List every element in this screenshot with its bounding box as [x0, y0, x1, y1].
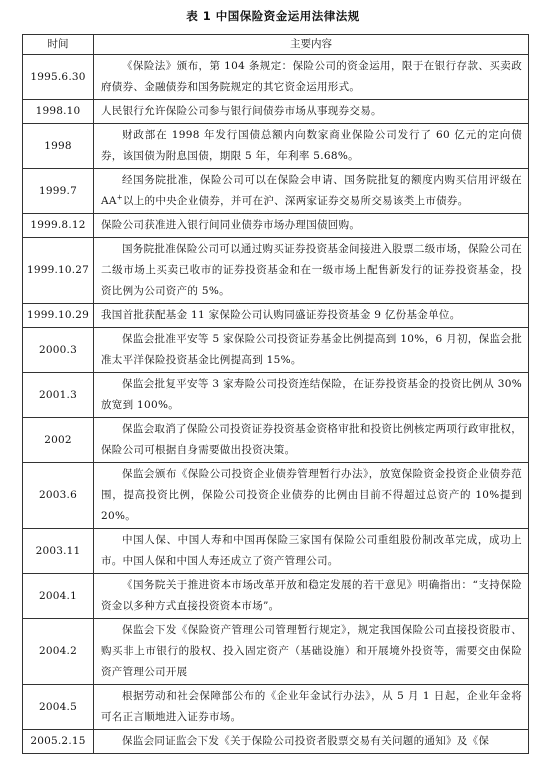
- table-row: [23, 529, 529, 574]
- row-time: 2005.2.15: [23, 730, 94, 754]
- table-row: [23, 238, 529, 304]
- row-text: 保险公司获准进入银行间同业债券市场办理国债回购。: [101, 219, 361, 231]
- table-row: [23, 55, 529, 100]
- row-time: 1995.6.30: [23, 55, 94, 100]
- row-text: 我国首批获配基金 11 家保险公司认购同盛证券投资基金 9 亿份基金单位。: [101, 309, 461, 321]
- row-content: [94, 418, 529, 463]
- header-time: 时间: [23, 35, 94, 55]
- row-content: [94, 574, 529, 619]
- table-row: [23, 328, 529, 373]
- row-time: 2001.3: [23, 373, 94, 418]
- row-text: 人民银行允许保险公司参与银行间债券市场从事现券交易。: [101, 105, 382, 117]
- row-content: [94, 730, 529, 754]
- table-row: [23, 574, 529, 619]
- table-row: [23, 730, 529, 754]
- header-content: 主要内容: [94, 35, 529, 55]
- row-text: 国务院批准保险公司可以通过购买证券投资基金间接进入股票二级市场，保险公司在二级市场上买卖已收市的证券投资基金和在一级市场上配售新发行的证券投资基金，投资比例为公司资产的 5%。: [101, 243, 522, 297]
- table-row: [23, 169, 529, 214]
- row-content: [94, 619, 529, 685]
- row-time: 2003.11: [23, 529, 94, 574]
- row-text: 《保险法》颁布，第 104 条规定：保险公司的资金运用，限于在银行存款、买卖政府债券、金融债券和国务院规定的其它资金运用形式。: [101, 60, 522, 93]
- row-time: 2000.3: [23, 328, 94, 373]
- row-time: 1999.10.27: [23, 238, 94, 304]
- table-row: [23, 100, 529, 124]
- row-time: 1999.7: [23, 169, 94, 214]
- row-time: 2002: [23, 418, 94, 463]
- row-text: 根据劳动和社会保障部公布的《企业年金试行办法》，从 5 月 1 日起，企业年金将可名正言顺地进入证券市场。: [101, 690, 522, 723]
- table-row: [23, 463, 529, 529]
- table-row: [23, 304, 529, 328]
- table-row: [23, 619, 529, 685]
- regulations-table: [22, 34, 529, 754]
- superscript-plus: +: [116, 193, 123, 202]
- row-time: 1998.10: [23, 100, 94, 124]
- row-text: 保监会批准平安等 5 家保险公司投资证券基金比例提高到 10%，6 月初，保监会批准太平洋保险投资基金比例提高到 15%。: [101, 333, 522, 366]
- row-text-part: 经国务院批准，保险公司可以在保险会申请、国务院批复的额度内购买信用评级在 AA: [101, 174, 522, 207]
- row-time: 1999.10.29: [23, 304, 94, 328]
- row-text: 中国人保、中国人寿和中国再保险三家国有保险公司重组股份制改革完成，成功上市。中国人保和中国人寿还成立了资产管理公司。: [101, 534, 522, 567]
- row-time: 2004.2: [23, 619, 94, 685]
- row-content: [94, 55, 529, 100]
- row-time: 2003.6: [23, 463, 94, 529]
- table-row: [23, 214, 529, 238]
- row-text: 保监会颁布《保险公司投资企业债券管理暂行办法》，放宽保险资金投资企业债券范围，提高投资比例，保险公司投资企业债券的比例由目前不得超过总资产的 10%提到 20%。: [101, 468, 522, 522]
- row-text: [101, 170, 522, 212]
- row-content: [94, 463, 529, 529]
- row-content: [94, 238, 529, 304]
- row-time: 1999.8.12: [23, 214, 94, 238]
- table-row: [23, 685, 529, 730]
- row-content: [94, 685, 529, 730]
- table-caption: 表 1 中国保险资金运用法律法规: [186, 9, 360, 23]
- row-text: 财政部在 1998 年发行国债总额内向数家商业保险公司发行了 60 亿元的定向债券，该国债为附息国债，期限 5 年，年利率 5.68%。: [101, 129, 522, 162]
- row-content: [94, 304, 529, 328]
- row-text: 保监会同证监会下发《关于保险公司投资者股票交易有关问题的通知》及《保: [122, 735, 490, 747]
- row-text: 《国务院关于推进资本市场改革开放和稳定发展的若干意见》明确指出：“支持保险资金以多种方式直接投资资本市场”。: [101, 579, 522, 612]
- row-time: 1998: [23, 124, 94, 169]
- row-time: 2004.1: [23, 574, 94, 619]
- row-content: [94, 328, 529, 373]
- table-row: [23, 418, 529, 463]
- row-text: 保监会取消了保险公司投资证券投资基金资格审批和投资比例核定两项行政审批权，保险公司可根据自身需要做出投资决策。: [101, 423, 522, 456]
- row-content: [94, 214, 529, 238]
- row-text-part: 以上的中央企业债券，并可在沪、深两家证券交易所交易该类上市债券。: [122, 195, 469, 207]
- row-content: [94, 529, 529, 574]
- row-content: [94, 169, 529, 214]
- row-text: 保监会下发《保险资产管理公司管理暂行规定》，规定我国保险公司直接投资股市、购买非上市银行的股权、投入固定资产（基础设施）和开展境外投资等，需要交由保险资产管理公司开展: [101, 624, 522, 678]
- table-row: [23, 373, 529, 418]
- row-time: 2004.5: [23, 685, 94, 730]
- row-content: [94, 124, 529, 169]
- row-content: [94, 373, 529, 418]
- table-row: [23, 124, 529, 169]
- row-content: [94, 100, 529, 124]
- table-header-row: [23, 35, 529, 55]
- row-text: 保监会批复平安等 3 家寿险公司投资连结保险，在证券投资基金的投资比例从 30%放宽到 100%。: [101, 378, 522, 411]
